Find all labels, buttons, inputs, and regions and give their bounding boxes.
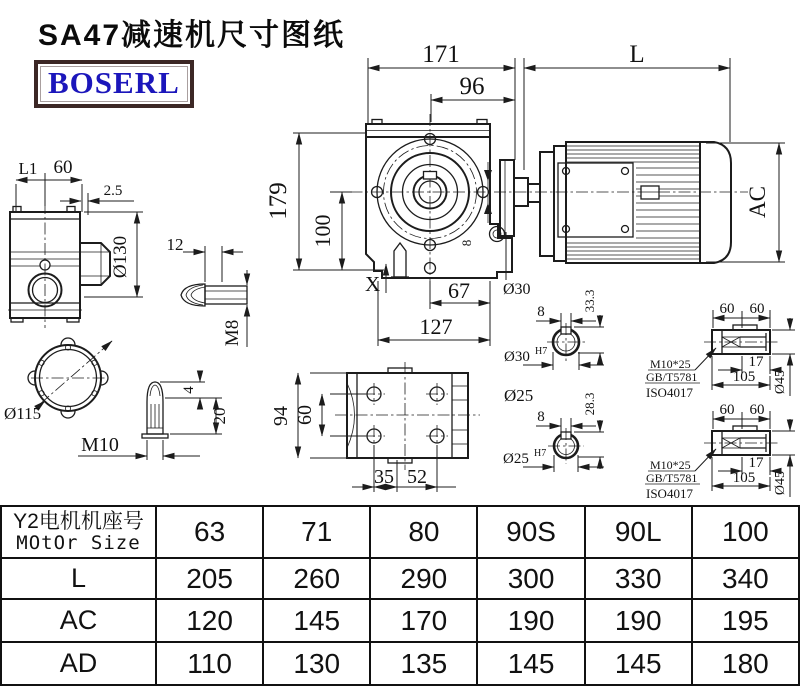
label-bolt: M10*25	[650, 458, 691, 472]
shaft-detail-upper	[645, 301, 795, 400]
gearbox-side-view	[8, 157, 143, 328]
dim-127: 127	[419, 314, 453, 339]
table-cell: 135	[370, 642, 477, 685]
dim-94: 94	[270, 406, 292, 426]
gearbox-bottom-view	[270, 362, 480, 492]
dim-20: 20	[210, 407, 229, 425]
table-header-motor-size	[1, 506, 156, 558]
dim-17: 17	[748, 455, 764, 471]
dim-M8: M8	[222, 319, 243, 347]
m8-plug-detail	[167, 235, 248, 347]
table-row-AC	[1, 599, 799, 642]
motor-size-table	[0, 505, 800, 684]
table-cell: 205	[156, 558, 263, 599]
table-cell: 145	[477, 642, 584, 685]
table-cell: 180	[692, 642, 799, 685]
label-gb-standard: GB/T5781	[646, 471, 698, 485]
table-cell: 290	[370, 558, 477, 599]
table-cell: 260	[263, 558, 370, 599]
dim-60b: 60	[749, 402, 765, 418]
table-row-AD	[1, 642, 799, 685]
dim-52: 52	[407, 466, 427, 488]
dim-d45: Ø45	[773, 369, 788, 395]
dim-100: 100	[310, 214, 335, 248]
table-header-en: MOtOr Size	[16, 532, 141, 555]
table-cell: 130	[263, 642, 370, 685]
dim-35: 35	[374, 466, 394, 488]
motor-side-view	[540, 142, 785, 263]
dim-d45: Ø45	[773, 470, 788, 496]
table-cell: 145	[263, 599, 370, 642]
dim-shaft-d30: Ø30	[503, 281, 531, 298]
dim-L: L	[629, 41, 645, 68]
dim-179: 179	[265, 182, 292, 220]
dim-105: 105	[732, 470, 756, 486]
row-label-AD: AD	[1, 642, 156, 685]
dim-67: 67	[448, 278, 470, 303]
dim-2-5: 2.5	[103, 183, 123, 199]
dim-8-bore30: 8	[537, 304, 545, 320]
row-label-AC: AC	[1, 599, 156, 642]
table-header-cn: Y2电机机座号	[13, 510, 144, 533]
dim-X: X	[365, 272, 381, 296]
dim-8-side: 8	[459, 239, 474, 247]
dim-d130: Ø130	[110, 235, 131, 279]
dim-105: 105	[732, 369, 756, 385]
shaft-detail-lower	[645, 402, 795, 501]
page-title: SA47减速机尺寸图纸	[38, 19, 346, 52]
dim-60-bottom: 60	[294, 405, 316, 425]
col-63: 63	[156, 506, 263, 558]
gearbox-front-view	[265, 114, 748, 346]
label-d25: Ø25	[504, 386, 534, 405]
dim-d115: Ø115	[4, 404, 42, 423]
col-100: 100	[692, 506, 799, 558]
dim-171: 171	[422, 41, 460, 68]
bore-30-section	[504, 290, 604, 405]
dim-12: 12	[166, 235, 184, 254]
label-bolt: M10*25	[650, 357, 691, 371]
dim-33-3: 33.3	[582, 289, 597, 313]
dim-AC: AC	[745, 186, 770, 218]
table-cell: 170	[370, 599, 477, 642]
table-cell: 190	[585, 599, 692, 642]
label-gb-standard: GB/T5781	[646, 370, 698, 384]
dim-L1: L1	[18, 159, 38, 178]
col-90S: 90S	[477, 506, 584, 558]
dim-d30H7-tol: H7	[535, 346, 548, 357]
label-iso-standard: ISO4017	[646, 385, 693, 400]
row-label-L: L	[1, 558, 156, 599]
dim-d30H7: Ø30	[504, 349, 530, 365]
col-90L: 90L	[585, 506, 692, 558]
table-cell: 145	[585, 642, 692, 685]
dim-60a: 60	[719, 402, 735, 418]
dim-60-side: 60	[53, 157, 73, 178]
table-cell: 120	[156, 599, 263, 642]
table-cell: 195	[692, 599, 799, 642]
table-row-L	[1, 558, 799, 599]
brand-logo-text: BOSERL	[48, 65, 180, 100]
dim-17: 17	[748, 354, 764, 370]
table-cell: 110	[156, 642, 263, 685]
table-cell: 190	[477, 599, 584, 642]
table-cell: 340	[692, 558, 799, 599]
dim-96: 96	[459, 73, 485, 100]
table-cell: 330	[585, 558, 692, 599]
dim-M10: M10	[81, 434, 119, 456]
table-cell: 300	[477, 558, 584, 599]
dim-8-bore25: 8	[537, 409, 545, 425]
dim-d25H7: Ø25	[503, 451, 529, 467]
col-80: 80	[370, 506, 477, 558]
col-71: 71	[263, 506, 370, 558]
dim-60a: 60	[719, 301, 735, 317]
label-iso-standard: ISO4017	[646, 486, 693, 501]
output-flange-view	[4, 338, 112, 423]
dim-d25H7-tol: H7	[534, 448, 547, 459]
dim-28-3: 28.3	[582, 392, 597, 416]
dim-60b: 60	[749, 301, 765, 317]
dim-4: 4	[181, 386, 197, 394]
